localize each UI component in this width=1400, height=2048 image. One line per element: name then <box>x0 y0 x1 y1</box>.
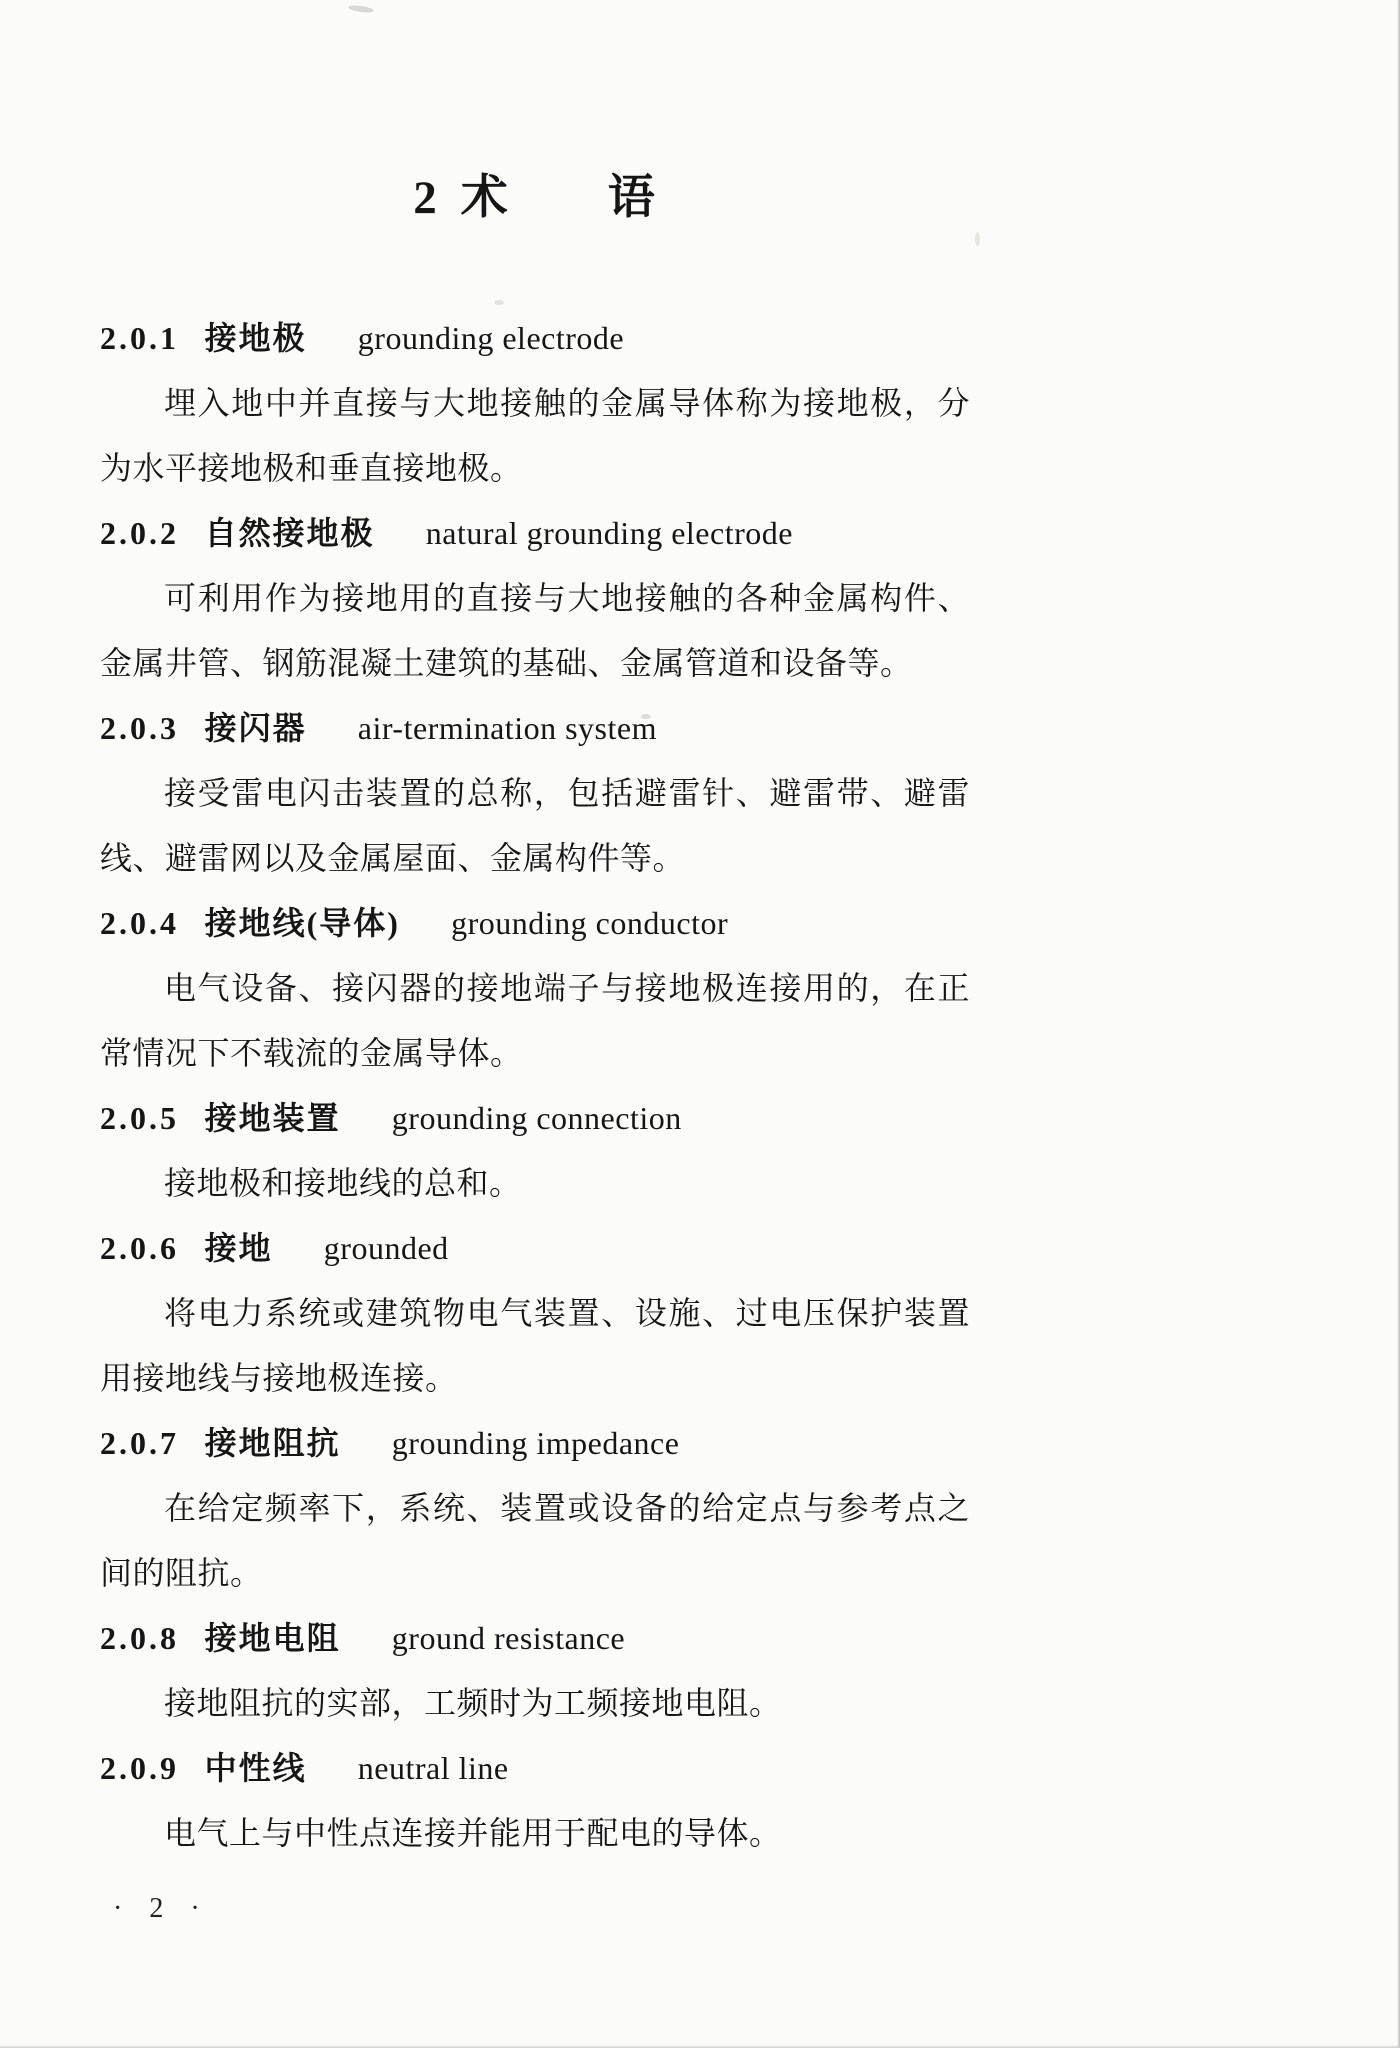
term-number: 2.0.2 <box>100 515 179 551</box>
term-entry <box>100 891 970 1086</box>
term-heading <box>100 1086 970 1151</box>
term-definition: 埋入地中并直接与大地接触的金属导体称为接地极，分为水平接地极和垂直接地极。 <box>100 385 970 486</box>
term-english: grounding electrode <box>357 320 625 356</box>
term-definition: 在给定频率下，系统、装置或设备的给定点与参考点之间的阻抗。 <box>100 1490 970 1591</box>
term-heading <box>100 1216 970 1281</box>
term-chinese: 接地电阻 <box>204 1620 341 1656</box>
term-heading <box>100 306 970 371</box>
term-entry <box>100 696 970 891</box>
term-heading <box>100 1736 970 1801</box>
term-number: 2.0.8 <box>100 1620 179 1656</box>
term-definition: 可利用作为接地用的直接与大地接触的各种金属构件、金属井管、钢筋混凝土建筑的基础、金属管道和设备等。 <box>100 580 970 681</box>
term-english: grounding conductor <box>451 905 729 941</box>
term-number: 2.0.1 <box>100 320 179 356</box>
chapter-name: 术 语 <box>460 172 657 224</box>
term-definition: 电气设备、接闪器的接地端子与接地极连接用的，在正常情况下不载流的金属导体。 <box>100 970 970 1071</box>
term-definition: 电气上与中性点连接并能用于配电的导体。 <box>164 1815 782 1851</box>
term-entry <box>100 1216 970 1411</box>
term-heading <box>100 501 970 566</box>
term-heading <box>100 1411 970 1476</box>
chapter-title <box>100 168 970 228</box>
scan-smudge-artifact <box>348 4 375 14</box>
scan-speck-artifact <box>975 232 980 246</box>
term-number: 2.0.4 <box>100 905 179 941</box>
term-chinese: 中性线 <box>204 1750 307 1786</box>
term-english: grounded <box>323 1230 449 1266</box>
term-definition: 接地阻抗的实部，工频时为工频接地电阻。 <box>164 1685 782 1721</box>
term-number: 2.0.6 <box>100 1230 179 1266</box>
term-entry <box>100 1736 970 1866</box>
text-column <box>100 168 970 1866</box>
term-number: 2.0.9 <box>100 1750 179 1786</box>
term-number: 2.0.3 <box>100 710 179 746</box>
term-chinese: 自然接地极 <box>204 515 375 551</box>
page-number: · 2 · <box>113 1893 210 1924</box>
term-chinese: 接地极 <box>204 320 307 356</box>
term-entry <box>100 1606 970 1736</box>
term-chinese: 接地阻抗 <box>204 1425 341 1461</box>
term-chinese: 接闪器 <box>204 710 307 746</box>
term-definition: 接受雷电闪击装置的总称，包括避雷针、避雷带、避雷线、避雷网以及金属屋面、金属构件等。 <box>100 775 970 876</box>
term-entry <box>100 1411 970 1606</box>
term-entry <box>100 306 970 501</box>
term-entry <box>100 501 970 696</box>
term-chinese: 接地 <box>204 1230 273 1266</box>
term-english: air-termination system <box>357 710 657 746</box>
term-heading <box>100 1606 970 1671</box>
term-english: grounding connection <box>391 1100 682 1136</box>
term-heading <box>100 696 970 761</box>
term-english: grounding impedance <box>391 1425 680 1461</box>
term-definition: 将电力系统或建筑物电气装置、设施、过电压保护装置用接地线与接地极连接。 <box>100 1295 970 1396</box>
term-heading <box>100 891 970 956</box>
chapter-number: 2 <box>413 172 439 224</box>
term-english: neutral line <box>357 1750 509 1786</box>
term-number: 2.0.7 <box>100 1425 179 1461</box>
term-entry <box>100 1086 970 1216</box>
term-english: natural grounding electrode <box>425 515 793 551</box>
term-chinese: 接地装置 <box>204 1100 341 1136</box>
term-english: ground resistance <box>391 1620 626 1656</box>
term-chinese: 接地线(导体) <box>204 905 400 941</box>
term-number: 2.0.5 <box>100 1100 179 1136</box>
term-definition: 接地极和接地线的总和。 <box>164 1165 522 1201</box>
